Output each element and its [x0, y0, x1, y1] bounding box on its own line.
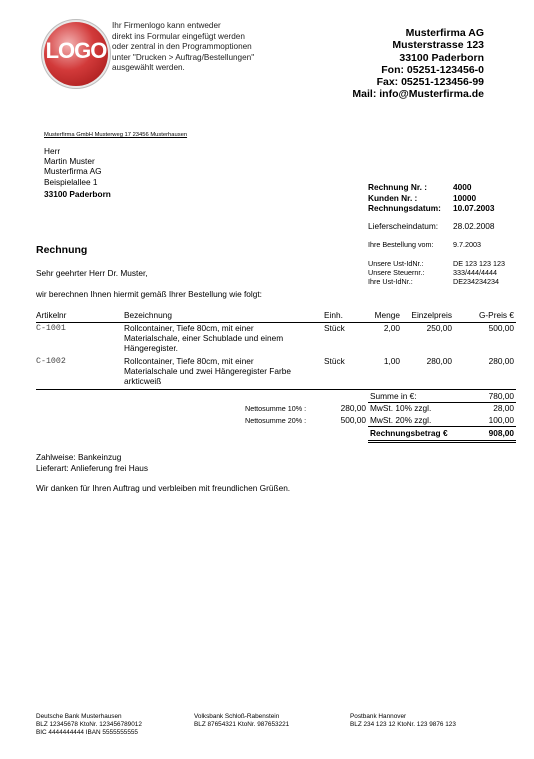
- meta-rechnung-nr: [368, 182, 505, 193]
- meta-ust: [368, 259, 505, 268]
- logo-text: LOGO: [45, 38, 107, 63]
- netto10-value: 280,00: [340, 403, 366, 413]
- row-menge: 2,00: [383, 323, 400, 333]
- meta-label: Unsere Ust-IdNr.:: [368, 258, 424, 268]
- meta-value: 333/444/4444: [453, 267, 497, 277]
- netto20-value: 500,00: [340, 415, 366, 425]
- mwst-rule: [368, 426, 516, 427]
- col-header-menge: Menge: [374, 310, 400, 320]
- mwst20-label: MwSt. 20% zzgl.: [370, 415, 432, 425]
- meta-bestellung: [368, 240, 505, 251]
- greeting: Sehr geehrter Herr Dr. Muster,: [36, 268, 148, 278]
- company-mail: Mail: info@Musterfirma.de: [352, 88, 484, 101]
- logo-note-line: ausgewählt werden.: [112, 63, 185, 73]
- footer-bank-iban: BIC 4444444444 IBAN 5555555555: [36, 729, 138, 737]
- netto20-label: Nettosumme 20% :: [245, 416, 307, 425]
- intro-text: wir berechnen Ihnen hiermit gemäß Ihrer Bestellung wie folgt:: [36, 289, 262, 299]
- row-bezeichnung-line: Rollcontainer, Tiefe 80cm, mit einer: [124, 323, 254, 333]
- row-bezeichnung-line: Hängeregister.: [124, 342, 178, 353]
- footer-bank-account: BLZ 234 123 12 KtoNr. 123 9876 123: [350, 721, 456, 729]
- footer-bank-1: [36, 713, 142, 738]
- meta-label: Lieferscheindatum:: [368, 220, 439, 231]
- invoice-meta: [368, 182, 505, 286]
- footer-bank-account: BLZ 87654321 KtoNr. 987653221: [194, 721, 290, 729]
- row-gpreis: 500,00: [488, 323, 514, 333]
- row-bezeichnung-line: Rollcontainer, Tiefe 80cm, mit einer: [124, 356, 254, 366]
- row-artikel: C-1001: [36, 324, 66, 333]
- footer-bank-name: Deutsche Bank Musterhausen: [36, 713, 122, 720]
- row-bezeichnung: [124, 357, 291, 386]
- netto10-label: Nettosumme 10% :: [245, 404, 307, 413]
- col-header-bezeichnung: Bezeichnung: [124, 310, 172, 320]
- company-street: Musterstrasse 123: [392, 39, 484, 52]
- company-city: 33100 Paderborn: [399, 51, 484, 64]
- meta-value: 10000: [453, 192, 477, 203]
- mwst10-value: 28,00: [493, 403, 514, 413]
- company-phone: Fon: 05251-123456-0: [381, 63, 484, 76]
- meta-ihre-ust: [368, 277, 505, 286]
- footer-bank-account: BLZ 12345678 KtoNr. 123456789012: [36, 721, 142, 729]
- logo-note-line: direkt ins Formular eingefügt werden: [112, 31, 245, 41]
- footer-bank-name: Volksbank Schloß-Rabenstein: [194, 713, 280, 720]
- meta-label: Rechnungsdatum:: [368, 203, 441, 213]
- company-address: [352, 27, 484, 101]
- company-name: Musterfirma AG: [405, 27, 484, 39]
- recipient-address: [44, 146, 111, 199]
- meta-kunden-nr: [368, 193, 505, 204]
- meta-rechnungsdatum: [368, 203, 505, 214]
- meta-value: 4000: [453, 182, 472, 192]
- col-header-einzelpreis: Einzelpreis: [411, 310, 452, 320]
- sum-label: Summe in €:: [370, 391, 417, 401]
- row-menge: 1,00: [383, 356, 400, 366]
- col-header-gpreis: G-Preis €: [478, 310, 514, 320]
- footer-bank-2: [194, 713, 289, 729]
- table-body-rule: [36, 389, 516, 390]
- meta-label: Kunden Nr. :: [368, 192, 418, 203]
- logo-note-line: unter "Drucken > Auftrag/Bestellungen": [112, 52, 255, 62]
- row-bezeichnung-line: arktiсweiß: [124, 375, 162, 386]
- row-einzelpreis: 250,00: [426, 323, 452, 333]
- row-bezeichnung-line: Materialschale und zwei Hängeregister Farbe: [124, 365, 291, 376]
- payment-method: Zahlweise: Bankeinzug: [36, 452, 122, 462]
- col-header-einheit: Einh.: [324, 310, 343, 320]
- row-bezeichnung-line: Materialschale, einer Schublade und einem: [124, 332, 284, 343]
- row-artikel: C-1002: [36, 357, 66, 366]
- logo-note-line: oder zentral in den Programmoptionen: [112, 42, 252, 52]
- row-einheit: Stück: [324, 323, 345, 333]
- meta-value: DE234234234: [453, 276, 499, 286]
- total-rule-2: [368, 442, 516, 443]
- total-currency: €: [443, 428, 448, 438]
- meta-lieferscheindatum: [368, 221, 505, 232]
- row-einheit: Stück: [324, 356, 345, 366]
- meta-label: Ihre Ust-IdNr.:: [368, 276, 413, 286]
- sender-line: Musterfirma GmbH Musterweg 17 23456 Musterhausen: [44, 132, 188, 138]
- delivery-method: Lieferart: Anlieferung frei Haus: [36, 463, 149, 473]
- recipient-company: Musterfirma AG: [44, 166, 102, 177]
- mwst20-value: 100,00: [488, 415, 514, 425]
- document-title: Rechnung: [36, 244, 88, 256]
- meta-steuernr: [368, 268, 505, 277]
- footer-bank-name: Postbank Hannover: [350, 713, 407, 720]
- meta-label: Unsere Steuernr.:: [368, 267, 425, 277]
- company-fax: Fax: 05251-123456-99: [376, 76, 484, 89]
- logo-note: [112, 21, 254, 74]
- mwst10-label: MwSt. 10% zzgl.: [370, 403, 432, 413]
- meta-value: 9.7.2003: [453, 240, 481, 249]
- logo-note-line: Ihr Firmenlogo kann entweder: [112, 21, 221, 30]
- row-gpreis: 280,00: [488, 356, 514, 366]
- meta-label: Ihre Bestellung vom:: [368, 240, 434, 249]
- footer-bank-3: [350, 713, 456, 729]
- meta-value: 10.07.2003: [453, 203, 495, 213]
- row-bezeichnung: [124, 324, 283, 353]
- recipient-salutation: Herr: [44, 146, 61, 156]
- meta-value: 28.02.2008: [453, 220, 495, 231]
- recipient-name: Martin Muster: [44, 156, 95, 167]
- recipient-street: Beispielallee 1: [44, 176, 98, 187]
- col-header-artikel: Artikelnr: [36, 310, 67, 320]
- total-rule-1: [368, 440, 516, 441]
- sum-value: 780,00: [488, 391, 514, 401]
- row-einzelpreis: 280,00: [426, 356, 452, 366]
- meta-value: DE 123 123 123: [453, 258, 505, 268]
- total-label: Rechnungsbetrag: [370, 428, 441, 438]
- total-value: 908,00: [488, 428, 514, 438]
- closing-text: Wir danken für Ihren Auftrag und verbleiben mit freundlichen Grüßen.: [36, 483, 291, 493]
- recipient-city: 33100 Paderborn: [44, 188, 111, 199]
- meta-label: Rechnung Nr. :: [368, 182, 428, 192]
